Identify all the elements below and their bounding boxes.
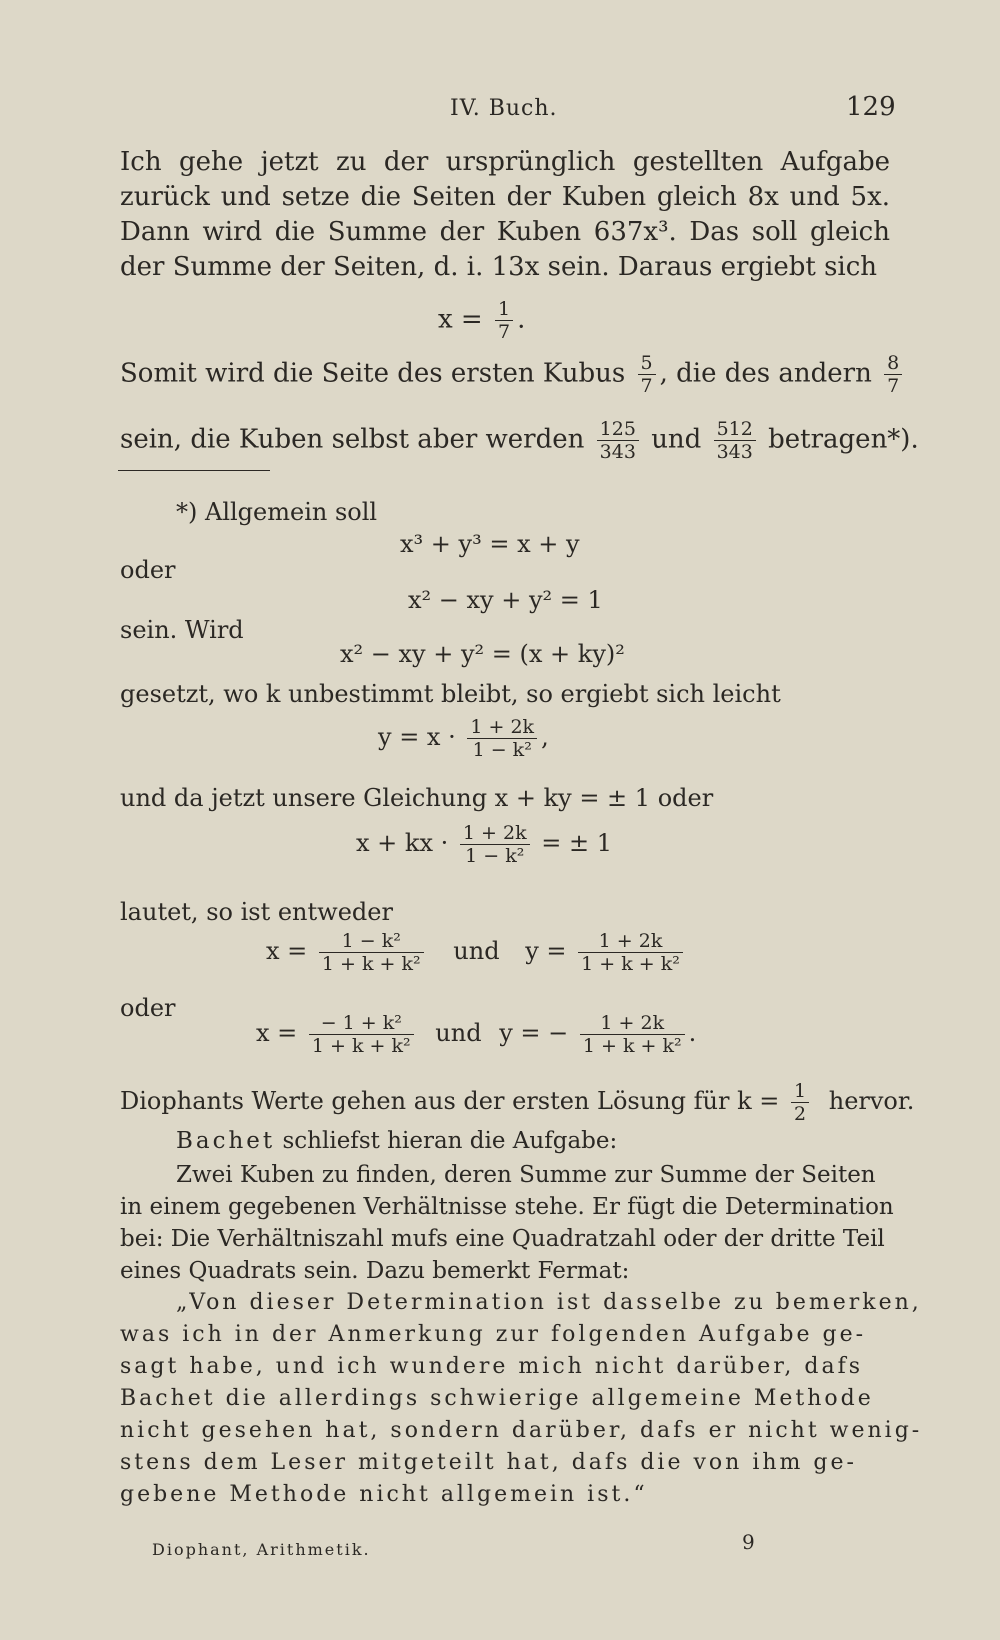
fraction bbox=[319, 930, 424, 975]
numerator: 1 + 2k bbox=[467, 716, 537, 739]
footnote-equation-y bbox=[378, 716, 549, 761]
quote-line: Bachet die allerdings schwierige allgemeine Methode bbox=[120, 1386, 874, 1411]
denominator: 7 bbox=[887, 375, 900, 397]
text-line-sein bbox=[120, 418, 919, 463]
text-line: Zwei Kuben zu finden, deren Summe zur Summe der Seiten bbox=[176, 1162, 876, 1188]
text-span: betragen*). bbox=[768, 424, 919, 455]
eq-tail: . bbox=[517, 304, 526, 335]
numerator: 1 + 2k bbox=[578, 930, 683, 953]
fraction bbox=[638, 352, 656, 397]
footnote-oder: oder bbox=[120, 556, 176, 584]
text-span: , die des andern bbox=[659, 358, 872, 389]
text-line-diophant-werte bbox=[120, 1080, 914, 1125]
fraction bbox=[791, 1080, 809, 1125]
text-line: bei: Die Verhältniszahl mufs eine Quadratzahl oder der dritte Teil bbox=[120, 1226, 885, 1252]
page-number: 129 bbox=[846, 92, 896, 122]
quote-line: stens dem Leser mitgeteilt hat, dafs die von ihm ge- bbox=[120, 1450, 857, 1475]
text-line-bachet bbox=[176, 1128, 617, 1154]
numerator: 1 − k² bbox=[319, 930, 424, 953]
fraction bbox=[495, 298, 513, 343]
numerator: 125 bbox=[597, 418, 639, 441]
fraction bbox=[714, 418, 756, 463]
footnote-rule bbox=[118, 470, 270, 471]
fraction bbox=[460, 822, 530, 867]
quote-line: was ich in der Anmerkung zur folgenden Aufgabe ge- bbox=[120, 1322, 867, 1347]
text-span: und bbox=[435, 1019, 482, 1047]
fraction bbox=[467, 716, 537, 761]
footnote-line: gesetzt, wo k unbestimmt bleibt, so ergiebt sich leicht bbox=[120, 680, 781, 708]
text-line: zurück und setze die Seiten der Kuben gleich 8x und 5x. bbox=[120, 182, 890, 212]
quote-line: gebene Methode nicht allgemein ist.“ bbox=[120, 1482, 648, 1507]
fraction bbox=[597, 418, 639, 463]
text-span: und bbox=[651, 424, 702, 455]
denominator: 343 bbox=[716, 441, 753, 463]
eq-lhs: x + kx · bbox=[356, 829, 449, 857]
footnote-line: lautet, so ist entweder bbox=[120, 898, 393, 926]
footer-source: Diophant, Arithmetik. bbox=[152, 1540, 371, 1559]
denominator: 2 bbox=[794, 1103, 807, 1125]
text-line: Dann wird die Summe der Kuben 637x³. Das soll gleich bbox=[120, 217, 890, 247]
equation-x bbox=[438, 298, 525, 343]
denominator: 1 + k + k² bbox=[581, 953, 680, 975]
text-span: und bbox=[453, 937, 500, 965]
footnote-intro: *) Allgemein soll bbox=[176, 498, 378, 526]
footnote-equation: x² − xy + y² = (x + ky)² bbox=[340, 640, 625, 668]
eq-lhs: y = x · bbox=[378, 723, 456, 751]
denominator: 1 + k + k² bbox=[582, 1035, 682, 1057]
fraction bbox=[884, 352, 902, 397]
text-span: sein, die Kuben selbst aber werden bbox=[120, 424, 585, 455]
eq-tail: . bbox=[688, 1019, 697, 1047]
numerator: 1 bbox=[791, 1080, 809, 1103]
footnote-equation: x³ + y³ = x + y bbox=[400, 530, 580, 558]
footnote-sein-wird: sein. Wird bbox=[120, 616, 244, 644]
text-span: hervor. bbox=[828, 1087, 915, 1115]
denominator: 1 + k + k² bbox=[321, 953, 421, 975]
denominator: 343 bbox=[599, 441, 636, 463]
text-span: schliefst hieran die Aufgabe: bbox=[275, 1128, 618, 1154]
denominator: 7 bbox=[497, 321, 511, 343]
text-line: Ich gehe jetzt zu der ursprünglich gestellten Aufgabe bbox=[120, 147, 890, 177]
fraction bbox=[578, 930, 683, 975]
numerator: 1 + 2k bbox=[580, 1012, 685, 1035]
footnote-equation-x bbox=[356, 822, 612, 867]
text-span: Somit wird die Seite des ersten Kubus bbox=[120, 358, 626, 389]
numerator: 5 bbox=[638, 352, 656, 375]
denominator: 1 − k² bbox=[465, 845, 525, 867]
quote-line: „Von dieser Determination ist dasselbe zu bemerken, bbox=[176, 1290, 922, 1315]
numerator: 512 bbox=[714, 418, 756, 441]
eq-tail: = ± 1 bbox=[541, 829, 612, 857]
eq-lhs: x = bbox=[438, 304, 483, 335]
text-line: eines Quadrats sein. Dazu bemerkt Fermat: bbox=[120, 1258, 630, 1284]
numerator: 1 + 2k bbox=[460, 822, 530, 845]
running-title: IV. Buch. bbox=[450, 96, 558, 121]
footnote-line: und da jetzt unsere Gleichung x + ky = ± 1 oder bbox=[120, 784, 714, 812]
denominator: 1 − k² bbox=[472, 739, 532, 761]
eq-tail: , bbox=[541, 723, 549, 751]
footnote-oder: oder bbox=[120, 994, 176, 1022]
footnote-equation: x² − xy + y² = 1 bbox=[408, 586, 603, 614]
eq-lhs: x = bbox=[256, 1019, 298, 1047]
eq-lhs: y = bbox=[525, 937, 567, 965]
footnote-solution-1 bbox=[266, 930, 687, 975]
footnote-solution-2 bbox=[256, 1012, 696, 1057]
text-line-somit bbox=[120, 352, 900, 397]
denominator: 7 bbox=[640, 375, 653, 397]
denominator: 1 + k + k² bbox=[311, 1035, 411, 1057]
eq-lhs: y = − bbox=[499, 1019, 569, 1047]
numerator: 1 bbox=[495, 298, 513, 321]
eq-lhs: x = bbox=[266, 937, 308, 965]
text-line: in einem gegebenen Verhältnisse stehe. Er fügt die Determination bbox=[120, 1194, 894, 1220]
signature-mark: 9 bbox=[742, 1530, 755, 1554]
text-line: der Summe der Seiten, d. i. 13x sein. Daraus ergiebt sich bbox=[120, 252, 878, 282]
numerator: − 1 + k² bbox=[309, 1012, 414, 1035]
fraction bbox=[580, 1012, 685, 1057]
text-span: Diophants Werte gehen aus der ersten Lösung für k = bbox=[120, 1087, 780, 1115]
quote-line: sagt habe, und ich wundere mich nicht darüber, dafs bbox=[120, 1354, 864, 1379]
fraction bbox=[309, 1012, 414, 1057]
numerator: 8 bbox=[884, 352, 902, 375]
quote-line: nicht gesehen hat, sondern darüber, dafs er nicht wenig- bbox=[120, 1418, 923, 1443]
name-spaced: Bachet bbox=[176, 1128, 276, 1154]
